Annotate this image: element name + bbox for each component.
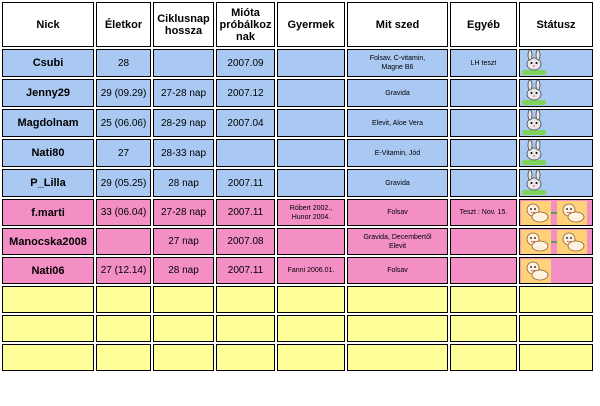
header-gyermek: Gyermek (277, 2, 345, 47)
mit-szed-line1: Gravida (385, 179, 410, 187)
gyermek-line1: Róbert 2002., (289, 204, 333, 212)
mit-szed-line1: Folsav (387, 267, 408, 274)
bunny-icon (521, 80, 547, 106)
cell-miota: 2007.12 (216, 79, 275, 107)
cell-empty (450, 344, 517, 371)
cell-empty (2, 286, 94, 313)
cell-status (519, 109, 593, 137)
table-row-empty (2, 286, 593, 313)
cell-mit-szed (347, 109, 448, 137)
header-row (2, 2, 593, 47)
cell-empty (153, 344, 214, 371)
cell-empty (216, 344, 275, 371)
baby-icon (521, 201, 551, 225)
cell-eletkor: 27 (12.14) (96, 257, 151, 284)
cell-egyeb (450, 228, 517, 255)
cell-empty (519, 286, 593, 313)
cell-miota: 2007.04 (216, 109, 275, 137)
table-row-empty (2, 344, 593, 371)
cell-empty (216, 286, 275, 313)
cell-nick: Jenny29 (2, 79, 94, 107)
cell-nick: Magdolnam (2, 109, 94, 137)
bunny-icon (521, 50, 547, 76)
cell-gyermek (277, 199, 345, 226)
cell-empty (2, 344, 94, 371)
cell-mit-szed (347, 169, 448, 197)
cell-status (519, 257, 593, 284)
cell-empty (277, 344, 345, 371)
cell-ciklus: 27-28 nap (153, 79, 214, 107)
baby-icon (557, 230, 587, 254)
cell-egyeb (450, 257, 517, 284)
bunny-icon (521, 170, 547, 196)
cell-empty (519, 315, 593, 342)
cell-miota: 2007.09 (216, 49, 275, 77)
mit-szed-line2: Elevit (388, 242, 407, 250)
cell-empty (277, 286, 345, 313)
cell-mit-szed (347, 199, 448, 226)
baby-icon (521, 230, 551, 254)
cell-gyermek (277, 49, 345, 77)
cell-status (519, 49, 593, 77)
cell-mit-szed (347, 257, 448, 284)
cell-empty (450, 286, 517, 313)
cell-gyermek: Fanni 2006.01. (277, 257, 345, 284)
mit-szed-line1: Gravida, Decembertől (363, 233, 432, 241)
cell-eletkor: 33 (06.04) (96, 199, 151, 226)
table-row (2, 79, 593, 107)
cell-mit-szed (347, 49, 448, 77)
header-ciklusnap-line1: Ciklusnap (157, 12, 210, 25)
cell-miota: 2007.11 (216, 169, 275, 197)
cell-ciklus (153, 49, 214, 77)
cell-eletkor: 27 (96, 139, 151, 167)
mit-szed-line1: Gravida (385, 89, 410, 97)
header-ciklusnap (153, 2, 214, 47)
cell-ciklus: 27 nap (153, 228, 214, 255)
cell-egyeb (450, 79, 517, 107)
cell-empty (277, 315, 345, 342)
cell-status (519, 169, 593, 197)
cell-egyeb (450, 139, 517, 167)
cell-empty (347, 315, 448, 342)
cell-ciklus: 28-29 nap (153, 109, 214, 137)
cell-ciklus: 28-33 nap (153, 139, 214, 167)
cell-empty (153, 286, 214, 313)
bunny-icon (521, 140, 547, 166)
cell-gyermek (277, 169, 345, 197)
cell-eletkor: 29 (05.25) (96, 169, 151, 197)
bunny-icon (521, 110, 547, 136)
cell-egyeb: Teszt : Nov. 15. (450, 199, 517, 226)
cell-mit-szed (347, 139, 448, 167)
cell-empty (347, 286, 448, 313)
mit-szed-line2: Magne B6 (381, 64, 414, 71)
header-eletkor: Életkor (96, 2, 151, 47)
cell-empty (216, 315, 275, 342)
cell-eletkor: 25 (06.06) (96, 109, 151, 137)
header-miota-line1: Mióta (231, 6, 260, 19)
cell-egyeb (450, 109, 517, 137)
cell-mit-szed (347, 79, 448, 107)
cell-ciklus: 28 nap (153, 257, 214, 284)
mit-szed-line1: Folsav (387, 209, 408, 216)
table-row (2, 199, 593, 226)
cell-gyermek (277, 228, 345, 255)
cell-nick: Nati06 (2, 257, 94, 284)
cell-status (519, 139, 593, 167)
table-row-empty (2, 315, 593, 342)
cell-empty (96, 344, 151, 371)
cell-empty (153, 315, 214, 342)
cell-miota (216, 139, 275, 167)
cell-miota: 2007.11 (216, 199, 275, 226)
header-egyeb: Egyéb (450, 2, 517, 47)
mit-szed-line1: Folsav, C-vitamin, (369, 55, 426, 62)
cell-nick: P_Lilla (2, 169, 94, 197)
cell-miota: 2007.08 (216, 228, 275, 255)
cell-gyermek (277, 79, 345, 107)
mit-szed-line1: Elevit, Aloe Vera (372, 119, 423, 127)
cell-status (519, 79, 593, 107)
cell-nick: Nati80 (2, 139, 94, 167)
cell-eletkor (96, 228, 151, 255)
cell-mit-szed (347, 228, 448, 255)
header-miota-line3: nak (236, 30, 255, 43)
cell-empty (2, 315, 94, 342)
cell-gyermek (277, 109, 345, 137)
header-ciklusnap-line2: hossza (164, 24, 203, 37)
cell-gyermek (277, 139, 345, 167)
header-mit-szed: Mit szed (347, 2, 448, 47)
table-row (2, 139, 593, 167)
cell-egyeb: LH teszt (450, 49, 517, 77)
cell-egyeb (450, 169, 517, 197)
table-row (2, 257, 593, 284)
header-statusz: Státusz (519, 2, 593, 47)
cell-miota: 2007.11 (216, 257, 275, 284)
cell-eletkor: 29 (09.29) (96, 79, 151, 107)
cell-nick: Manocska2008 (2, 228, 94, 255)
table-row (2, 228, 593, 255)
table-row (2, 109, 593, 137)
cell-ciklus: 28 nap (153, 169, 214, 197)
gyermek-line2: Hunor 2004. (291, 213, 331, 221)
cell-nick: Csubi (2, 49, 94, 77)
cell-empty (450, 315, 517, 342)
cell-empty (96, 315, 151, 342)
cell-empty (519, 344, 593, 371)
cell-empty (347, 344, 448, 371)
cell-eletkor: 28 (96, 49, 151, 77)
header-nick: Nick (2, 2, 94, 47)
cell-nick: f.marti (2, 199, 94, 226)
mit-szed-line1: E-Vitamin, Jód (374, 149, 421, 157)
baby-icon (521, 259, 551, 283)
cell-status (519, 228, 593, 255)
cell-empty (96, 286, 151, 313)
table-row (2, 49, 593, 77)
header-miota-line2: próbálkoz (219, 18, 272, 31)
cell-status (519, 199, 593, 226)
baby-icon (557, 201, 587, 225)
table-row (2, 169, 593, 197)
header-miota (216, 2, 275, 47)
cell-ciklus: 27-28 nap (153, 199, 214, 226)
